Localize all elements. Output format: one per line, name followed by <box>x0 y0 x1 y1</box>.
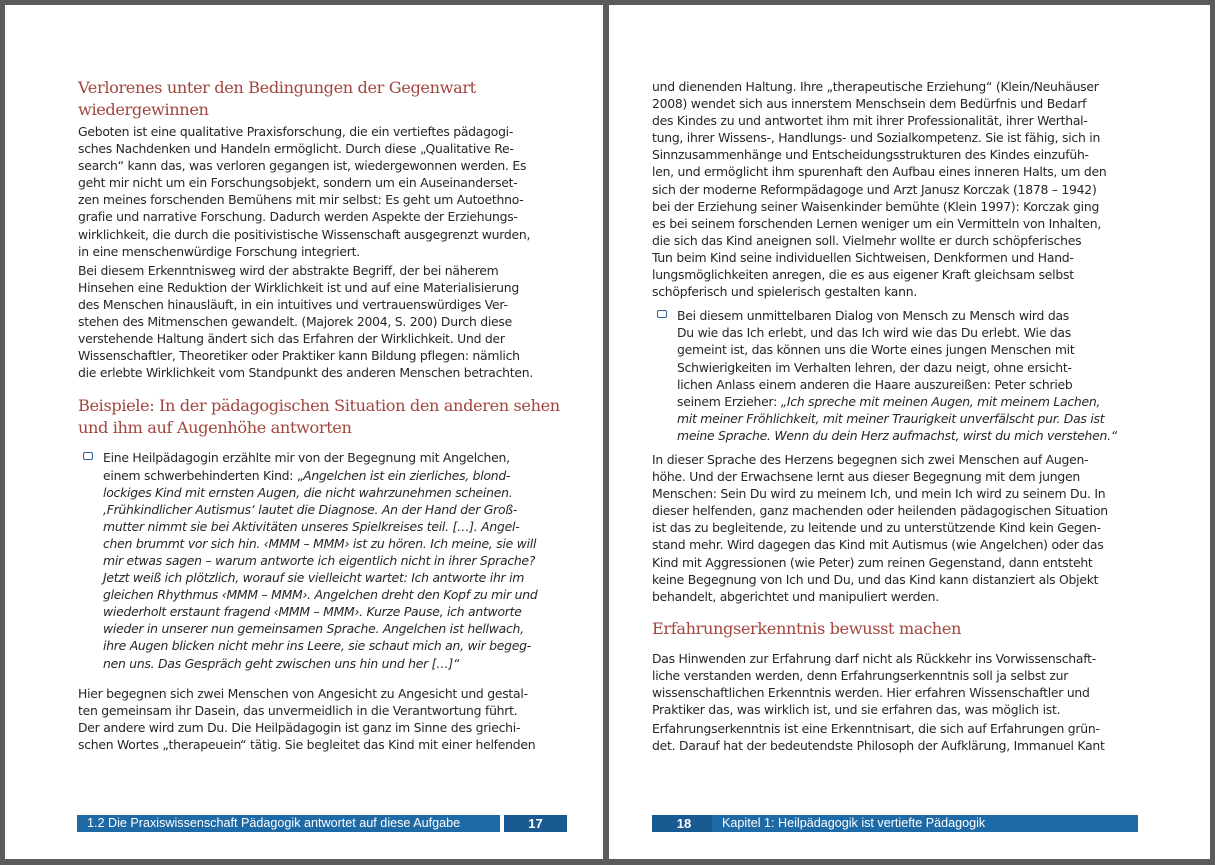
page-number-18: 18 <box>652 815 716 832</box>
page-number-17: 17 <box>504 815 567 832</box>
right-running-footer <box>712 815 1138 832</box>
left-paragraph-3: Hier begegnen sich zwei Menschen von Angesicht zu Angesicht und gestal- ten gemeinsam ihr Dasein, das unvermeidlich in die Verantwortung führt. Der andere wird zum Du. Die Heilpädagogin ist ganz im Sinne des griechi- schen Wortes „therapeuein“ tätig. Sie begleitet das Kind mit einer helfenden <box>78 685 536 752</box>
right-page <box>609 5 1210 859</box>
left-footer-text: 1.2 Die Praxiswissenschaft Pädagogik antwortet auf diese Aufgabe <box>87 816 461 830</box>
left-text-column <box>78 77 566 753</box>
bullet-icon <box>657 310 667 318</box>
right-footer-text: Kapitel 1: Heilpädagogik ist vertiefte Pädagogik <box>722 816 986 830</box>
right-paragraph-3: Das Hinwenden zur Erfahrung darf nicht als Rückkehr ins Vorwissenschaft- liche verstanden werden, denn Erfahrungserkenntnis soll ja selbst zur wissenschaftlichen Erkenntnis werden. Hier erfahren Wissenschaftler und Praktiker das, was wirklich ist, und sie erfahren das, was möglich ist. <box>652 650 1096 718</box>
quote-italic-text: „Ich spreche mit meinen Augen, mit meinem Lachen, mit meiner Fröhlichkeit, mit meiner Traurigkeit unverfälscht pur. Das ist meine Sprache. Wenn du dein Herz aufmachst, wirst du mich verstehen.“ <box>677 393 1117 443</box>
left-paragraph-1: Geboten ist eine qualitative Praxisforschung, die ein vertieftes pädagogi- sches Nachdenken und Handeln ermöglicht. Durch diese „Qualitative Re- search“ kann das, was verloren gegangen ist, wiedergewonnen werden. Es geht mir nicht um ein Forschungsobjekt, sondern um ein Auseinanderset- zen meines forschenden Bemühens mit mir selbst: Es geht um Autoethno- grafie und narrative Forschung. Dadurch werden Aspekte der Erziehungs- wirklichkeit, die durch die positivistische Wissenschaft ausgegrenzt wurden, in eine menschenwürdige Forschung integriert. <box>78 124 531 259</box>
section-heading-verlorenes: Verlorenes unter den Bedingungen der Gegenwart wiedergewinnen <box>78 78 476 119</box>
bullet-icon <box>83 452 93 460</box>
left-page <box>5 5 603 859</box>
example-quote-peter <box>652 307 1142 444</box>
right-paragraph-2: In dieser Sprache des Herzens begegnen sich zwei Menschen auf Augen- höhe. Und der Erwachsene lernt aus dieser Begegnung mit dem jungen Menschen: Sein Du wird zu meinem Ich, und mein Ich wird zu seinem Du. In dieser helfenden, ganz machenden oder heilenden pädagogischen Situation ist das zu begleitende, zu leitende und zu unterstützende Kind kein Gegen- stand mehr. Wird dagegen das Kind mit Autismus (wie Angelchen) oder das Kind mit Aggressionen (wie Peter) zum reinen Gegenstand, dann entsteht keine Begegnung von Ich und Du, und das Kind kann distanziert als Objekt behandelt, abgerichtet und manipuliert werden. <box>652 451 1108 604</box>
left-paragraph-2: Bei diesem Erkenntnisweg wird der abstrakte Begriff, der bei näherem Hinsehen eine Reduktion der Wirklichkeit ist und auf eine Materialisierung des Menschen hinausläuft, in ein intuitives und vertrauenswürdiges Ver- stehen des Mitmenschen gewandelt. (Majorek 2004, S. 200) Durch diese verstehende Haltung ändert sich das Erfahren der Wirklichkeit. Und der Wissenschaftler, Theoretiker oder Praktiker kann Bildung pflegen: nämlich die erlebte Wirklichkeit vom Standpunkt des anderen Menschen betrachten. <box>78 262 534 381</box>
example-quote-angelchen <box>78 449 566 671</box>
left-running-footer <box>77 815 500 832</box>
quote-intro-text: Bei diesem unmittelbaren Dialog von Mensch zu Mensch wird das Du wie das Ich erlebt, und das Ich wird wie das Du erlebt. Wie das gemeint ist, das können uns die Worte eines jungen Menschen mit Schwierigkeiten im Verhalten lehren, der dazu neigt, ohne ersicht- lichen Anlass einem anderen die Haare auszureißen: Peter schrieb seinem Erzieher: <box>677 308 1075 409</box>
quote-intro-text: Eine Heilpädagogin erzählte mir von der Begegnung mit Angelchen, einem schwerbehinderten Kind: „ <box>103 450 510 483</box>
right-text-column <box>652 78 1142 754</box>
section-heading-beispiele: Beispiele: In der pädagogischen Situation den anderen sehen und ihm auf Augenhöhe antworten <box>78 396 560 438</box>
section-heading-erfahrung: Erfahrungserkenntnis bewusst machen <box>652 618 961 638</box>
right-paragraph-1: und dienenden Haltung. Ihre „therapeutische Erziehung“ (Klein/Neuhäuser 2008) wendet sich aus innerstem Menschsein dem Bedürfnis und Bedarf des Kindes zu und antwortet ihm mit ihrer Professionalität, ihrer Werthal- tung, ihrer Wissens-, Handlungs- und Sozialkompetenz. Sie ist fähig, sich in Sinnzusammenhänge und Entscheidungsstrukturen des Kindes einzufüh- len, und ermöglicht ihm spurenhaft den Aufbau eines inneren Halts, um den sich der moderne Reformpädagoge und Arzt Janusz Korczak (1878 – 1942) bei der Erziehung seiner Waisenkinder bemühte (Klein 1997): Korczak ging es bei seinem forschenden Lernen weniger um ein Vermitteln von Inhalten, die sich das Kind aneignen soll. Vielmehr wollte er durch schöpferisches Tun beim Kind seine individuellen Sichtweisen, Denkformen und Hand- lungsmöglichkeiten anregen, die es aus eigener Kraft gleichsam selbst schöpferisch und spielerisch gestalten kann. <box>652 79 1107 300</box>
right-paragraph-4: Erfahrungserkenntnis ist eine Erkenntnisart, die sich auf Erfahrungen grün- det. Darauf hat der bedeutendste Philosoph der Aufklärung, Immanuel Kant <box>652 721 1105 754</box>
quote-italic-text: Angelchen ist ein zierliches, blond- lockiges Kind mit ernsten Augen, die nicht wahrzunehmen scheinen. ‚Frühkindlicher Autismus‘ lautet die Diagnose. An der Hand der Groß- mutter nimmt sie bei Aktivitäten unseres Spielkreises teil. […]. Angel- chen brummt vor sich hin. ‹MMM – MMM› ist zu hören. Ich meine, sie will mir etwas sagen – warum antworte ich eigentlich nicht in ihrer Sprache? Jetzt weiß ich plötzlich, worauf sie vielleicht wartet: Ich antworte ihr im gleichen Rhythmus ‹MMM – MMM›. Angelchen dreht den Kopf zu mir und wiederholt erstaunt fragend ‹MMM – MMM›. Kurze Pause, ich antworte wieder in unserer nun gemeinsamen Sprache. Angelchen ist hellwach, ihre Augen blicken nicht mehr ins Leere, sie schaut mich an, wir begeg- nen uns. Das Gespräch geht zwischen uns hin und her […]“ <box>103 467 538 671</box>
